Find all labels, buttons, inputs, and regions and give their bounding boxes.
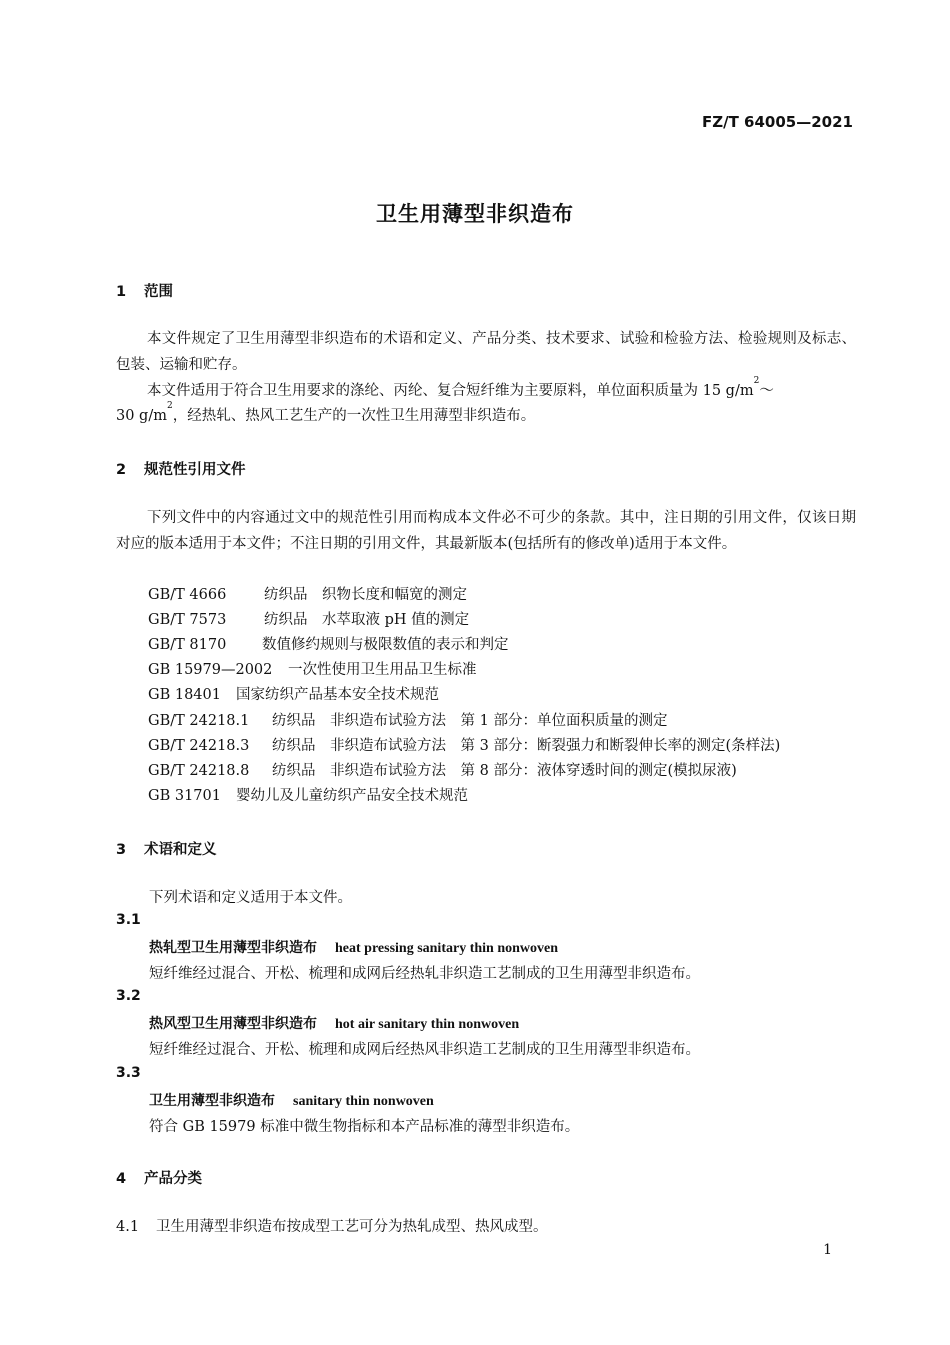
- term-en: sanitary thin nonwoven: [293, 1094, 434, 1109]
- section-3-intro: 下列术语和定义适用于本文件。: [149, 890, 352, 906]
- section-3-heading: [116, 838, 217, 859]
- reference-title: 婴幼儿及儿童纺织产品安全技术规范: [236, 788, 468, 804]
- section-1-paragraph-2-line-1: [147, 376, 774, 400]
- section-1-paragraph-2-line-2: [116, 401, 536, 425]
- section-number: 3: [116, 842, 127, 858]
- reference-item: [148, 759, 737, 780]
- reference-code: GB/T 24218.3: [148, 738, 250, 754]
- reference-title: 数值修约规则与极限数值的表示和判定: [262, 637, 509, 653]
- reference-title: 国家纺织产品基本安全技术规范: [236, 687, 439, 703]
- reference-item: [148, 683, 439, 704]
- section-number: 4: [116, 1171, 127, 1187]
- section-2-paragraph: 下列文件中的内容通过文中的规范性引用而构成本文件必不可少的条款。其中，注日期的引用文件，仅该日期对应的版本适用于本文件；不注日期的引用文件，其最新版本(包括所有的修改单)适用于本文件。: [116, 510, 856, 552]
- reference-item: [148, 784, 468, 805]
- section-title: 术语和定义: [144, 842, 217, 858]
- term-en: heat pressing sanitary thin nonwoven: [335, 941, 559, 956]
- term-heading: [149, 1090, 434, 1110]
- section-title: 产品分类: [144, 1171, 202, 1187]
- term-heading: [149, 937, 558, 957]
- term-definition: 短纤维经过混合、开松、梳理和成网后经热风非织造工艺制成的卫生用薄型非织造布。: [149, 1042, 700, 1058]
- term-number: 3.1: [116, 912, 141, 928]
- term-zh: 热轧型卫生用薄型非织造布: [149, 940, 317, 956]
- term-heading: [149, 1013, 519, 1033]
- term-definition: 符合 GB 15979 标准中微生物指标和本产品标准的薄型非织造布。: [149, 1119, 580, 1135]
- term-number: 3.3: [116, 1065, 141, 1081]
- reference-code: GB 15979—2002: [148, 662, 273, 678]
- term-en: hot air sanitary thin nonwoven: [335, 1017, 520, 1032]
- section-1-paragraph-1: 本文件规定了卫生用薄型非织造布的术语和定义、产品分类、技术要求、试验和检验方法、检验规则及标志、包装、运输和贮存。: [116, 331, 856, 373]
- reference-code: GB/T 8170: [148, 637, 227, 653]
- reference-code: GB/T 24218.1: [148, 713, 250, 729]
- page-number: 1: [823, 1242, 832, 1258]
- p2-text-d: ，经热轧、热风工艺生产的一次性卫生用薄型非织造布。: [172, 408, 536, 424]
- reference-item: [148, 658, 477, 679]
- p2-text-a: 本文件适用于符合卫生用要求的涤纶、丙纶、复合短纤维为主要原料，单位面积质量为 15 g/m: [147, 383, 754, 399]
- p2-superscript-1: 2: [753, 376, 760, 386]
- reference-item: [148, 583, 467, 604]
- reference-item: [148, 633, 509, 654]
- standard-code: FZ/T 64005—2021: [702, 113, 853, 131]
- document-title: 卫生用薄型非织造布: [376, 202, 574, 226]
- section-2-heading: [116, 458, 246, 479]
- section-number: 2: [116, 462, 127, 478]
- term-zh: 热风型卫生用薄型非织造布: [149, 1016, 317, 1032]
- term-number: 3.2: [116, 988, 141, 1004]
- section-1-heading: [116, 280, 173, 301]
- reference-item: [148, 709, 667, 730]
- p2-superscript-2: 2: [166, 401, 173, 411]
- reference-title: 纺织品 织物长度和幅宽的测定: [264, 587, 467, 603]
- section-number: 1: [116, 284, 127, 300]
- reference-code: GB 31701: [148, 788, 221, 804]
- p2-text-c: 30 g/m: [116, 408, 167, 424]
- section-title: 范围: [144, 284, 173, 300]
- term-zh: 卫生用薄型非织造布: [149, 1093, 275, 1109]
- section-4-item: [116, 1215, 548, 1236]
- reference-item: [148, 734, 780, 755]
- item-text: 卫生用薄型非织造布按成型工艺可分为热轧成型、热风成型。: [156, 1219, 548, 1235]
- reference-code: GB/T 7573: [148, 612, 227, 628]
- section-title: 规范性引用文件: [144, 462, 246, 478]
- reference-title: 纺织品 非织造布试验方法 第 1 部分：单位面积质量的测定: [272, 713, 668, 729]
- reference-title: 纺织品 非织造布试验方法 第 3 部分：断裂强力和断裂伸长率的测定(条样法): [272, 738, 781, 754]
- reference-code: GB 18401: [148, 687, 221, 703]
- reference-item: [148, 608, 469, 629]
- term-definition: 短纤维经过混合、开松、梳理和成网后经热轧非织造工艺制成的卫生用薄型非织造布。: [149, 966, 700, 982]
- reference-code: GB/T 4666: [148, 587, 227, 603]
- p2-text-b: ～: [759, 383, 774, 399]
- section-4-heading: [116, 1167, 202, 1188]
- reference-title: 一次性使用卫生用品卫生标准: [288, 662, 477, 678]
- reference-code: GB/T 24218.8: [148, 763, 250, 779]
- reference-title: 纺织品 非织造布试验方法 第 8 部分：液体穿透时间的测定(模拟尿液): [272, 763, 737, 779]
- item-number: 4.1: [116, 1219, 140, 1235]
- reference-title: 纺织品 水萃取液 pH 值的测定: [264, 612, 470, 628]
